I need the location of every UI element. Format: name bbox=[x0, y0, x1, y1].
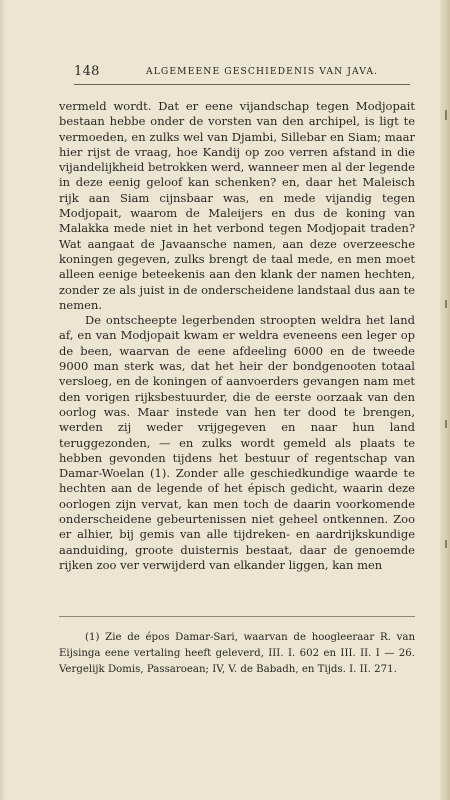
margin-mark bbox=[445, 110, 447, 120]
footnote bbox=[59, 630, 415, 678]
paragraph-1: vermeld wordt. Dat er eene vijandschap tegen Modjopait bestaan hebbe onder de vorsten van den archipel, is ligt te vermoeden, en zulks wel van Djambi, Sillebar en Siam; maar hier rijst de vraag, hoe Kandij op zoo verren afstand in die vijandelijkheid betrokken werd, wanneer men al der legende in deze eenig geloof kan schenken? en, daar het Maleisch rijk aan Siam cijnsbaar was, en mede vijandig tegen Modjopait, waarom de Maleijers en dus de koning van Malakka mede niet in het verbond tegen Modjopait traden? Wat aangaat de Javaansche namen, aan deze overzeesche koningen gegeven, zulks brengt de taal mede, en men moet alleen eenige beteekenis aan den klank der namen hechten, zonder ze als juist in de onderscheidene landstaal dus aan te nemen. bbox=[59, 99, 415, 312]
footnote-text: (1) Zie de épos Damar-Sari, waarvan de hoogleeraar R. van Eijsinga eene vertaling heeft geleverd, III. I. 602 en III. II. I — 26. Vergelijk Domis, Passaroean; IV, V. de Babadh, en Tijds. I. II. 271. bbox=[59, 632, 415, 675]
page-number: 148 bbox=[74, 64, 100, 79]
footnote-separator bbox=[59, 616, 415, 617]
header-rule bbox=[74, 84, 410, 85]
page-gutter-shadow bbox=[0, 0, 6, 800]
paragraph-2: De ontscheepte legerbenden stroopten weldra het land af, en van Modjopait kwam er weldra eveneens een leger op de been, waarvan de eene afdeeling 6000 en de tweede 9000 man sterk was, dat het heir der bondgenooten totaal versloeg, en de koningen of aanvoerders gevangen nam met den vorigen rijksbestuurder, die de eerste oorzaak van den oorlog was. Maar instede van hen ter dood te brengen, werden zij weder vrijgegeven en naar hun land teruggezonden, — en zulks wordt gemeld als plaats te hebben gevonden tijdens het bestuur of regentschap van Damar-Woelan (1). Zonder alle geschiedkundige waarde te hechten aan de legende of het épisch gedicht, waarin deze oorlogen zijn vervat, kan men toch de daarin voorkomende onderscheidene gebeurtenissen niet geheel ontkennen. Zoo er alhier, bij gemis van alle tijdreken- en aardrijkskundige aanduiding, groote duisternis bestaat, daar de genoemde rijken zoo ver verwijderd van elkander liggen, kan men bbox=[59, 313, 415, 572]
margin-mark bbox=[445, 300, 447, 308]
margin-mark bbox=[445, 420, 447, 428]
page-edge bbox=[440, 0, 450, 800]
running-title: ALGEMEENE GESCHIEDENIS VAN JAVA. bbox=[146, 66, 379, 77]
margin-mark bbox=[445, 540, 447, 548]
body-text bbox=[59, 99, 415, 573]
page-header bbox=[74, 64, 410, 80]
